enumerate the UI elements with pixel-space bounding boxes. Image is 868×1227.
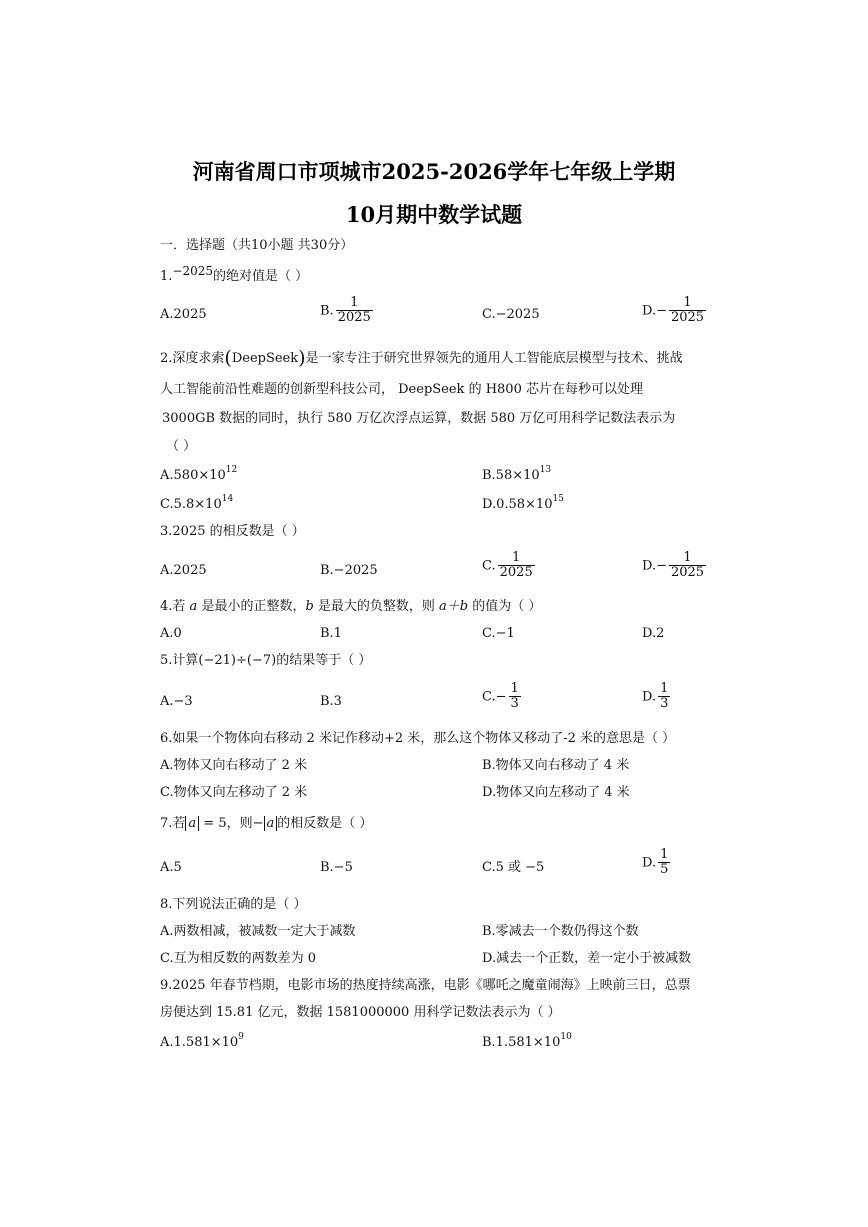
q1-option-c[interactable]: C.−2025 <box>482 307 540 322</box>
fraction: $\frac{1}{3}$ <box>660 681 669 712</box>
fraction: $\frac{1}{5}$ <box>660 847 669 878</box>
question-4-stem: 4.若 a 是最小的正整数，b 是最大的负整数，则 a＋b 的值为（ ） <box>160 599 542 614</box>
q2-option-c[interactable]: $C.5.8\times 10^{14}$ <box>160 494 234 512</box>
q3-option-c[interactable]: C. $\frac{1}{2025}$ <box>482 550 533 581</box>
exam-title-line1: 河南省周口市项城市2025-2026学年七年级上学期 <box>192 159 676 184</box>
question-2-stem-line3: 3000GB 数据的同时，执行 580 万亿次浮点运算，数据 580 万亿可用科学记数法表示为 <box>162 411 676 426</box>
q7-option-c[interactable]: C.5 或 −5 <box>482 860 545 875</box>
q8-option-a[interactable]: A.两数相减，被减数一定大于减数 <box>160 924 356 939</box>
q6-option-d[interactable]: D.物体又向左移动了 4 米 <box>482 785 630 800</box>
q6-option-c[interactable]: C.物体又向左移动了 2 米 <box>160 785 308 800</box>
question-2-stem-line2: 人工智能前沿性难题的创新型科技公司， DeepSeek 的 H800 芯片在每秒可以处理 <box>160 382 643 397</box>
question-3-stem: 3.2025 的相反数是（ ） <box>160 524 305 539</box>
q4-option-b[interactable]: B.1 <box>320 626 342 641</box>
q1-option-b[interactable]: B. $\frac{1}{2025}$ <box>320 295 371 326</box>
q2-option-b[interactable]: $B.58\times 10^{13}$ <box>482 465 552 483</box>
q5-option-c[interactable]: C.− $\frac{1}{3}$ <box>482 681 519 712</box>
q8-option-c[interactable]: C.互为相反数的两数差为 0 <box>160 951 317 966</box>
question-9-stem-line1: 9.2025 年春节档期，电影市场的热度持续高涨，电影《哪吒之魔童闹海》上映前三日，总票 <box>160 978 691 993</box>
q3-option-d[interactable]: D.− $\frac{1}{2025}$ <box>642 550 705 581</box>
q5-option-a[interactable]: A.−3 <box>160 694 193 709</box>
section-heading: 一．选择题（共10小题 共30分） <box>160 238 354 253</box>
q4-option-a[interactable]: A.0 <box>160 626 182 641</box>
q8-option-d[interactable]: D.减去一个正数，差一定小于被减数 <box>482 951 692 966</box>
fraction: $\frac{1}{2025}$ <box>670 550 705 581</box>
q7-option-d[interactable]: D. $\frac{1}{5}$ <box>642 847 669 878</box>
q9-option-a[interactable]: $A.1.581\times 10^9$ <box>160 1032 244 1050</box>
q6-option-b[interactable]: B.物体又向右移动了 4 米 <box>482 758 630 773</box>
q4-option-c[interactable]: C.−1 <box>482 626 515 641</box>
fraction: $\frac{1}{3}$ <box>510 681 519 712</box>
q8-option-b[interactable]: B.零减去一个数仍得这个数 <box>482 924 639 939</box>
question-9-stem-line2: 房便达到 15.81 亿元，数据 1581000000 用科学记数法表示为（ ） <box>160 1005 561 1020</box>
q2-option-a[interactable]: $A.580\times 10^{12}$ <box>160 465 238 483</box>
question-7-stem: 7.若 a = 5，则− a 的相反数是（ ） <box>160 816 373 831</box>
fraction: $\frac{1}{2025}$ <box>337 295 371 326</box>
q4-option-d[interactable]: D.2 <box>642 626 665 641</box>
q1-option-a[interactable]: A.2025 <box>160 307 207 322</box>
q5-option-d[interactable]: D. $\frac{1}{3}$ <box>642 681 669 712</box>
q2-option-d[interactable]: $D.0.58\times 10^{15}$ <box>482 494 564 512</box>
q7-option-a[interactable]: A.5 <box>160 860 182 875</box>
q5-option-b[interactable]: B.3 <box>320 694 342 709</box>
q3-option-a[interactable]: A.2025 <box>160 563 207 578</box>
question-5-stem: 5.计算(−21)÷(−7)的结果等于（ ） <box>160 653 372 668</box>
fraction: $\frac{1}{2025}$ <box>499 550 533 581</box>
question-8-stem: 8.下列说法正确的是（ ） <box>160 897 307 912</box>
q6-option-a[interactable]: A.物体又向右移动了 2 米 <box>160 758 308 773</box>
question-2-answer-paren: （ ） <box>166 439 197 454</box>
q1-option-d[interactable]: D.− $\frac{1}{2025}$ <box>642 295 705 326</box>
q3-option-b[interactable]: B.−2025 <box>320 563 378 578</box>
fraction: $\frac{1}{2025}$ <box>670 295 705 326</box>
question-2-stem-line1: 2.深度求索(DeepSeek)是一家专注于研究世界领先的通用人工智能底层模型与技术、挑战 <box>160 347 683 369</box>
question-1-stem: 1.$^{-2025}$的绝对值是（ ） <box>160 264 309 284</box>
exam-title-line2: 10月期中数学试题 <box>345 202 523 227</box>
question-6-stem: 6.如果一个物体向右移动 2 米记作移动+2 米，那么这个物体又移动了-2 米的意思是（ ） <box>160 731 676 746</box>
q7-option-b[interactable]: B.−5 <box>320 860 353 875</box>
q9-option-b[interactable]: $B.1.581\times 10^{10}$ <box>482 1032 572 1050</box>
